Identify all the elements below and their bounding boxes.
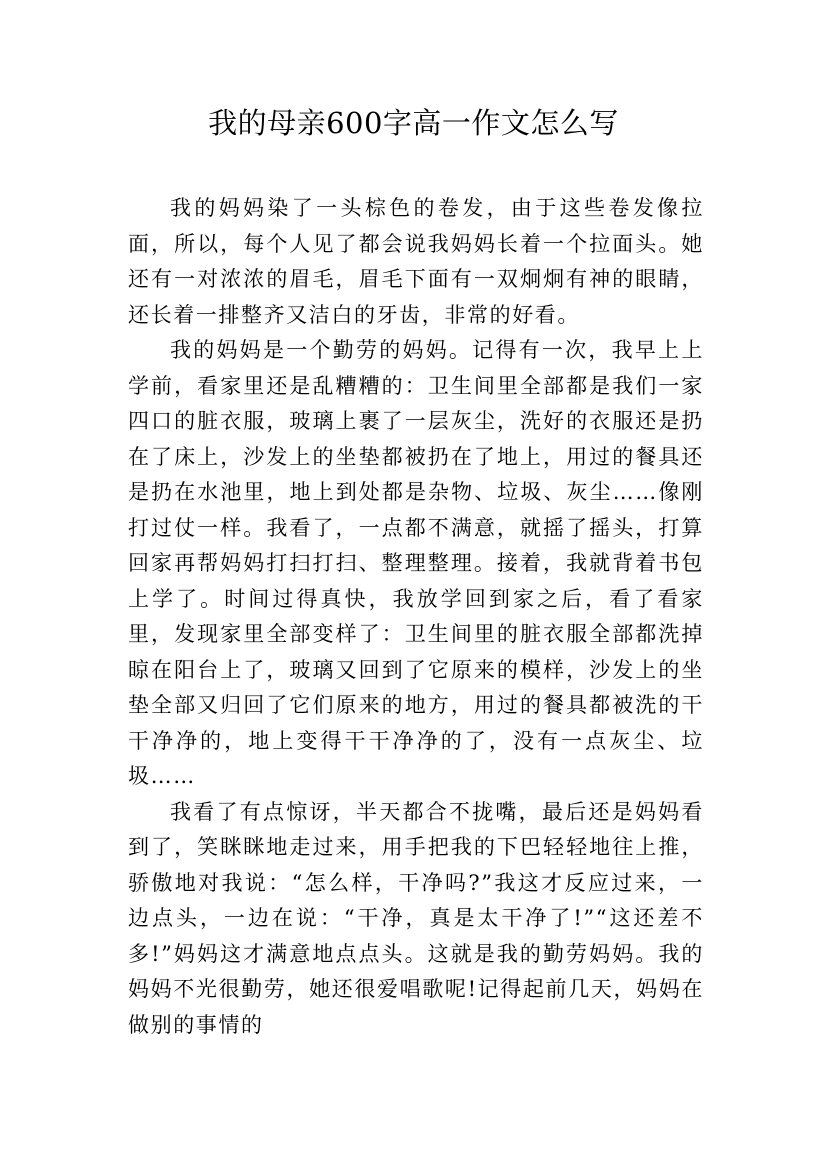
document-title: 我的母亲600字高一作文怎么写 [208, 106, 619, 140]
paragraph-3: 我看了有点惊讶，半天都合不拢嘴，最后还是妈妈看到了，笑眯眯地走过来，用手把我的下巴轻轻地往上推，骄傲地对我说：“怎么样，干净吗?”我这才反应过来，一边点头，一边在说：“干净，真是太干净了!”“这还差不多!”妈妈这才满意地点点头。这就是我的勤劳妈妈。我的妈妈不光很勤劳，她还很爱唱歌呢!记得起前几天，妈妈在做别的事情的 [128, 799, 704, 1037]
paragraph-1: 我的妈妈染了一头棕色的卷发，由于这些卷发像拉面，所以，每个人见了都会说我妈妈长着一个拉面头。她还有一对浓浓的眉毛，眉毛下面有一双炯炯有神的眼睛，还长着一排整齐又洁白的牙齿，非常的好看。 [128, 196, 704, 327]
paragraph-2: 我的妈妈是一个勤劳的妈妈。记得有一次，我早上上学前，看家里还是乱糟糟的：卫生间里全部都是我们一家四口的脏衣服，玻璃上裹了一层灰尘，洗好的衣服还是扔在了床上，沙发上的坐垫都被扔在了地上，用过的餐具还是扔在水池里，地上到处都是杂物、垃圾、灰尘……像刚打过仗一样。我看了，一点都不满意，就摇了摇头，打算回家再帮妈妈打扫打扫、整理整理。接着，我就背着书包上学了。时间过得真快，我放学回到家之后，看了看家里，发现家里全部变样了：卫生间里的脏衣服全部都洗掉晾在阳台上了，玻璃又回到了它原来的模样，沙发上的坐垫全部又归回了它们原来的地方，用过的餐具都被洗的干干净净的，地上变得干干净净的了，没有一点灰尘、垃圾…… [128, 338, 704, 788]
document-body [128, 191, 704, 1043]
